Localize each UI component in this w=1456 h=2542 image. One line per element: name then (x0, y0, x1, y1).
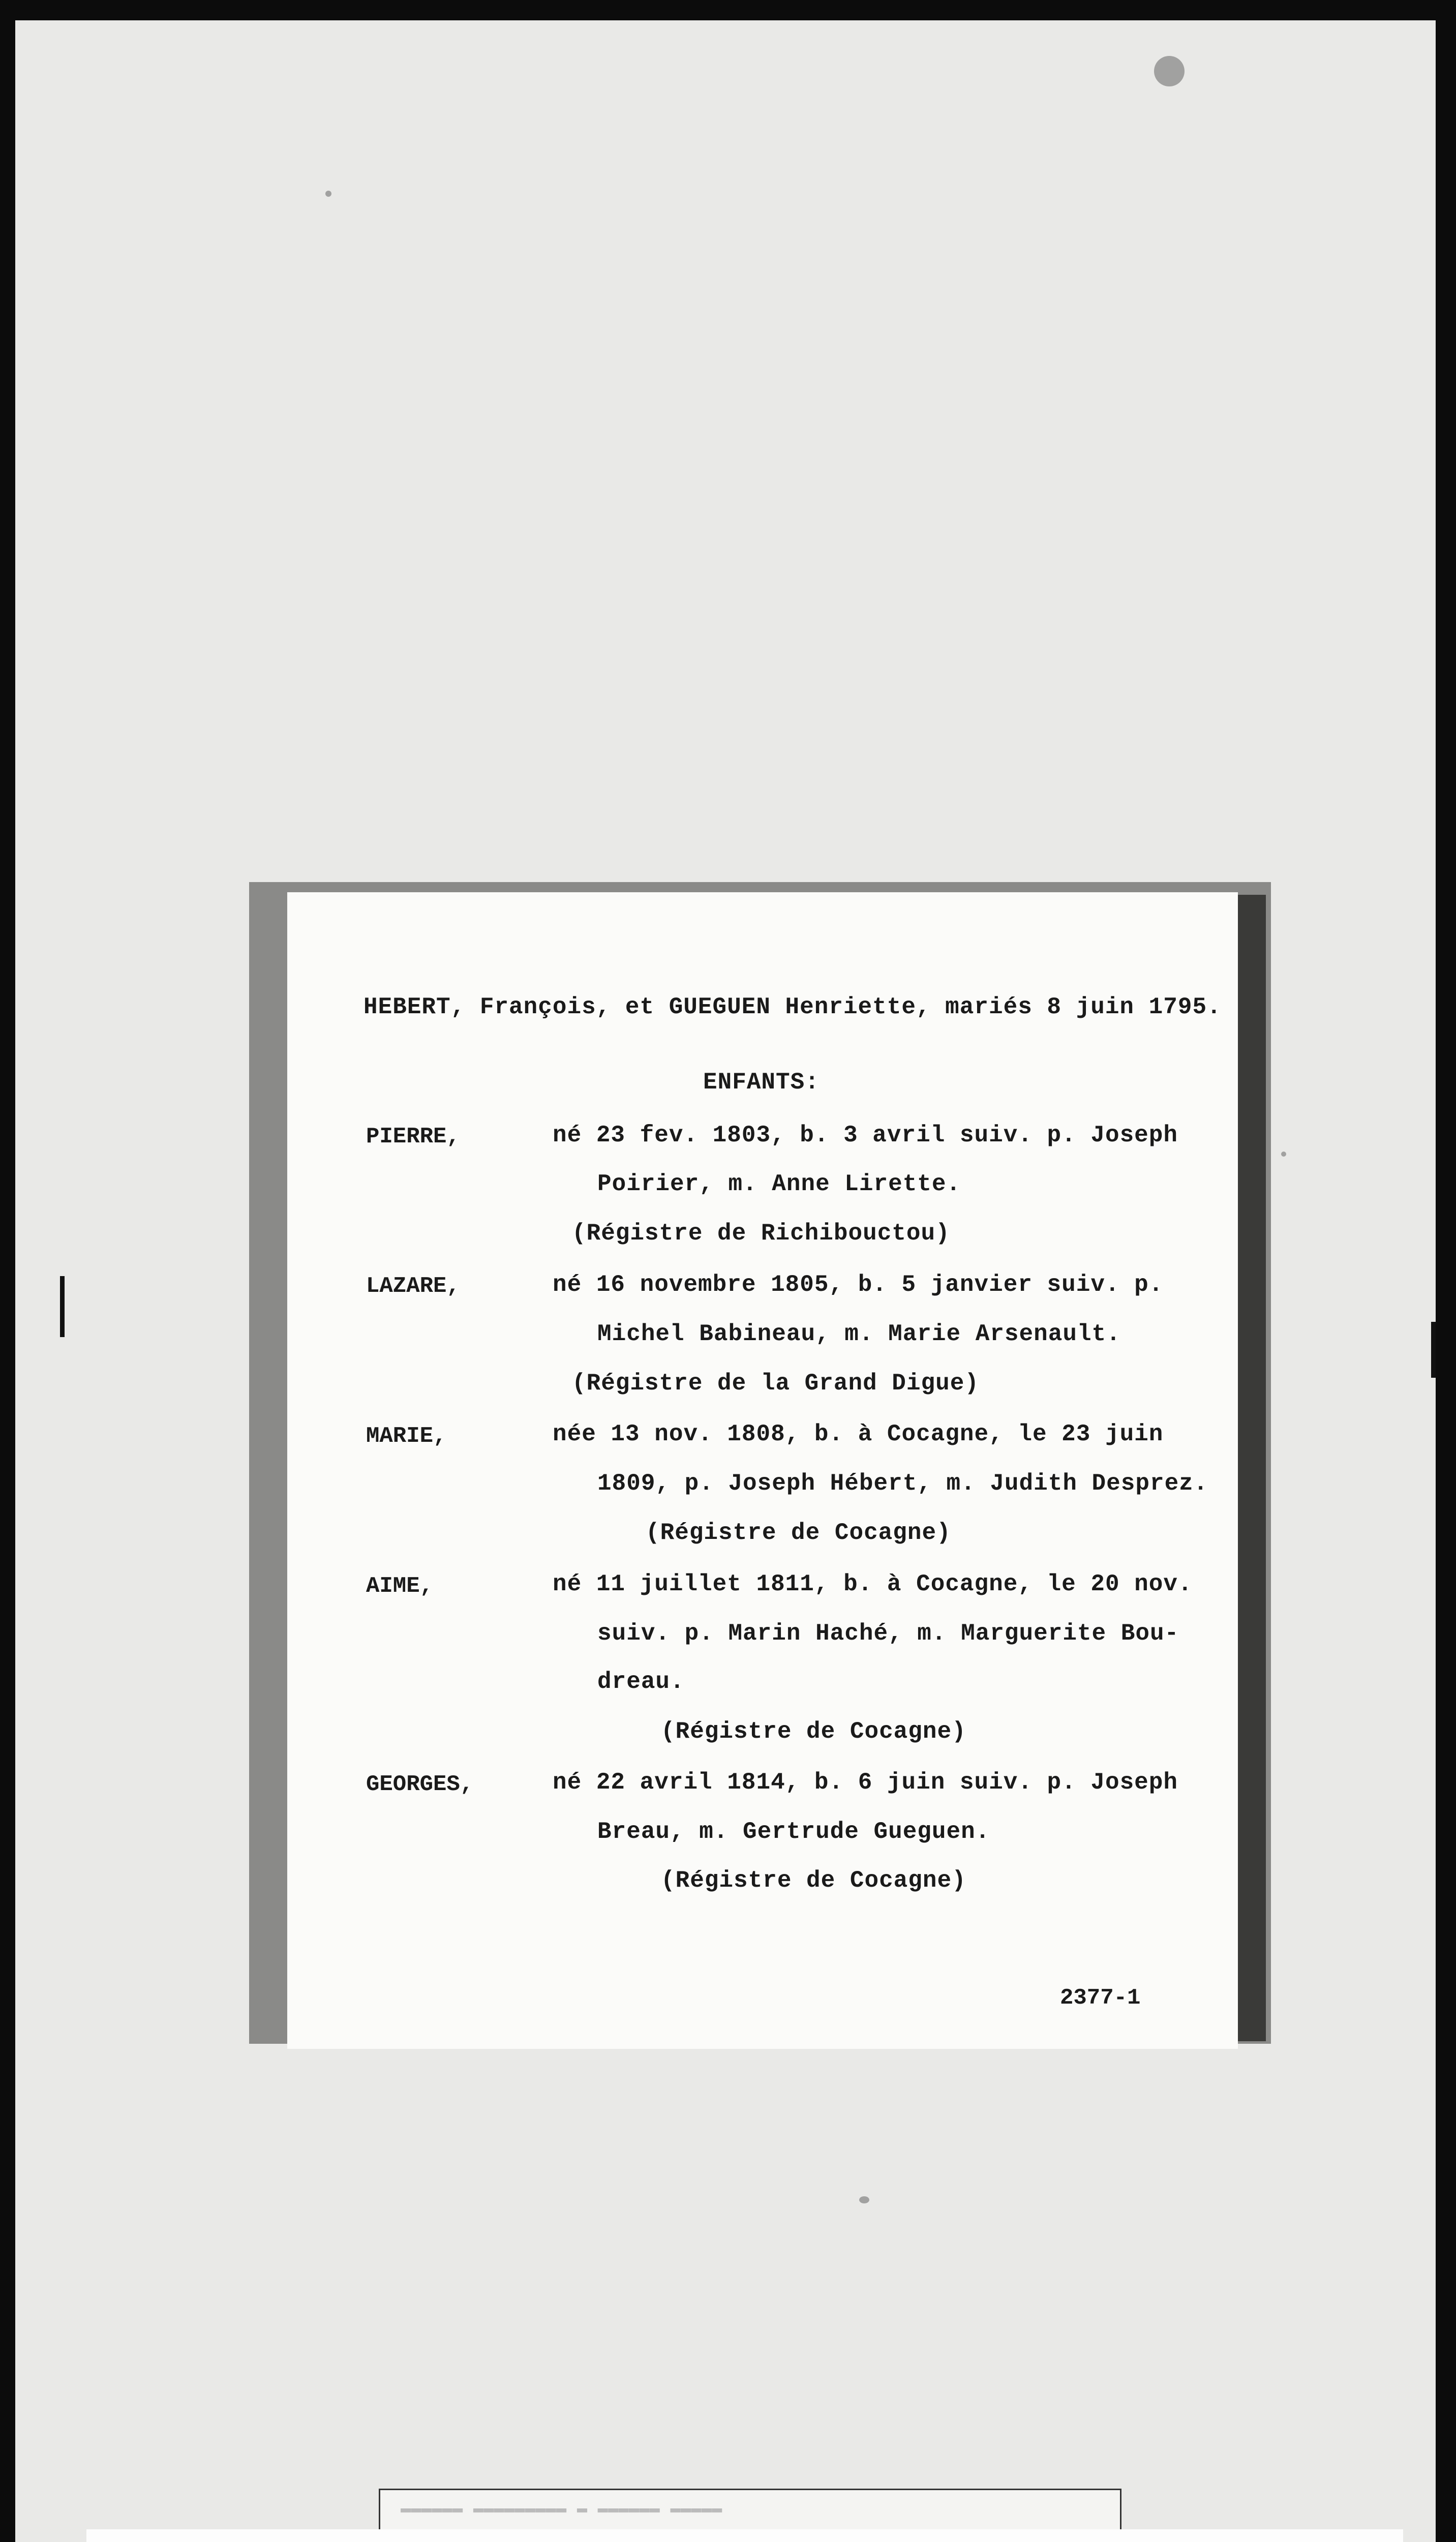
slip-text-faded: ▬▬▬▬▬▬ ▬▬▬▬▬▬▬▬▬ ▬ ▬▬▬▬▬▬ ▬▬▬▬▬ (401, 2499, 722, 2519)
film-edge-top (0, 0, 1456, 20)
child-name-georges: GEORGES, (366, 1772, 474, 1797)
film-scratch-left (60, 1276, 65, 1337)
child-entry-line: né 16 novembre 1805, b. 5 janvier suiv. p. (553, 1272, 1164, 1298)
child-entry-line: né 23 fev. 1803, b. 3 avril suiv. p. Joseph (553, 1122, 1178, 1148)
child-entry-line: suiv. p. Marin Haché, m. Marguerite Bou- (597, 1620, 1179, 1647)
film-scratch-right (1431, 1322, 1436, 1378)
child-entry-line: (Régistre de Cocagne) (661, 1718, 966, 1745)
card-heading: HEBERT, François, et GUEGUEN Henriette, mariés 8 juin 1795. (363, 994, 1222, 1020)
dust-speck (1281, 1152, 1286, 1157)
child-entry-line: (Régistre de Cocagne) (661, 1867, 966, 1894)
child-name-aime: AIME, (366, 1573, 434, 1599)
archives-stamp (86, 2529, 1403, 2542)
child-entry-line: (Régistre de Richibouctou) (572, 1220, 950, 1247)
child-entry-line: (Régistre de Cocagne) (646, 1520, 951, 1546)
dust-speck (325, 191, 331, 197)
child-entry-line: Poirier, m. Anne Lirette. (597, 1171, 961, 1197)
dust-speck (859, 2196, 869, 2203)
dust-speck (1154, 56, 1185, 86)
child-entry-line: dreau. (597, 1669, 685, 1695)
child-entry-line: née 13 nov. 1808, b. à Cocagne, le 23 juin (553, 1421, 1164, 1447)
card-number: 2377-1 (1060, 1985, 1141, 2011)
child-entry-line: Breau, m. Gertrude Gueguen. (597, 1819, 990, 1845)
film-edge-left (0, 0, 15, 2542)
child-entry-line: 1809, p. Joseph Hébert, m. Judith Desprez. (597, 1470, 1208, 1497)
child-entry-line: né 11 juillet 1811, b. à Cocagne, le 20 nov. (553, 1571, 1193, 1597)
child-name-pierre: PIERRE, (366, 1124, 460, 1149)
child-entry-line: Michel Babineau, m. Marie Arsenault. (597, 1321, 1121, 1347)
film-edge-right (1436, 0, 1456, 2542)
child-entry-line: (Régistre de la Grand Digue) (572, 1370, 979, 1397)
child-entry-line: né 22 avril 1814, b. 6 juin suiv. p. Joseph (553, 1769, 1178, 1796)
child-name-lazare: LAZARE, (366, 1274, 460, 1299)
genealogy-index-card (287, 892, 1238, 2049)
section-title: ENFANTS: (703, 1069, 820, 1096)
child-name-marie: MARIE, (366, 1424, 447, 1449)
